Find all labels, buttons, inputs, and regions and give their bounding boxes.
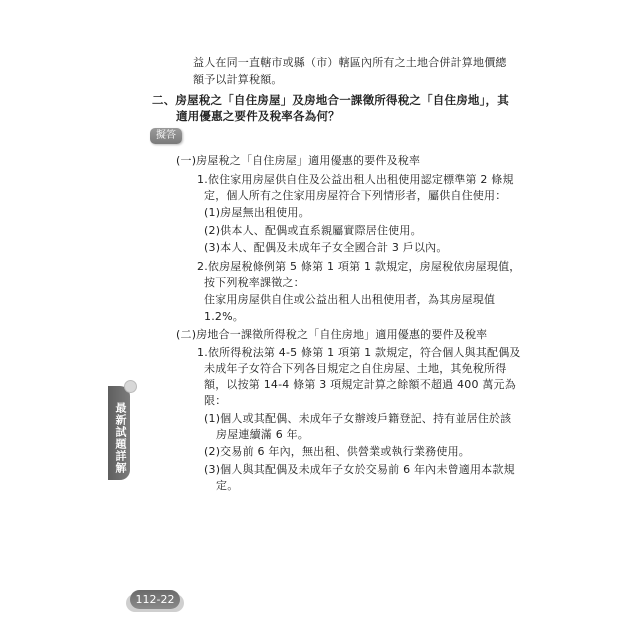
- paragraph: 2.依房屋稅條例第 5 條第 1 項第 1 款規定，房屋稅依房屋現值，: [197, 260, 521, 273]
- text-line: 益人在同一直轄市或縣（市）轄區內所有之土地合併計算地價總: [193, 56, 507, 69]
- list-item: (2)供本人、配偶或直系親屬實際居住使用。: [204, 224, 422, 237]
- paragraph: 1.依所得稅法第 4-5 條第 1 項第 1 款規定，符合個人與其配偶及: [197, 346, 521, 359]
- answer-badge: 擬答: [150, 128, 182, 144]
- list-item: (1)個人或其配偶、未成年子女辦竣戶籍登記、持有並居住於該: [204, 412, 512, 425]
- paragraph: 未成年子女符合下列各目規定之自住房屋、土地，其免稅所得: [204, 362, 507, 375]
- paragraph: 限：: [204, 394, 227, 407]
- paragraph: 1.2%。: [204, 310, 244, 323]
- question-title: 二、房屋稅之「自住房屋」及房地合一課徵所得稅之「自住房地」，其: [152, 93, 509, 107]
- paragraph: 定，個人所有之住家用房屋符合下列情形者，屬供自住使用：: [204, 189, 507, 202]
- question-title-cont: 適用優惠之要件及稅率各為何？: [176, 109, 340, 123]
- list-item: (3)本人、配偶及未成年子女全國合計 3 戶以內。: [204, 241, 448, 254]
- section-heading-2: (二)房地合一課徵所得稅之「自住房地」適用優惠的要件及稅率: [176, 328, 488, 341]
- list-item: (2)交易前 6 年內，無出租、供營業或執行業務使用。: [204, 445, 470, 458]
- side-tab-dot: [124, 380, 137, 393]
- section-heading-1: (一)房屋稅之「自住房屋」適用優惠的要件及稅率: [176, 154, 421, 167]
- paragraph: 額，以按第 14-4 條第 3 項規定計算之餘額不超過 400 萬元為: [204, 378, 516, 391]
- list-item: 定。: [216, 479, 239, 492]
- paragraph: 1.依住家用房屋供自住及公益出租人出租使用認定標準第 2 條規: [197, 173, 514, 186]
- page-number: 112-22: [130, 590, 180, 609]
- paragraph: 住家用房屋供自住或公益出租人出租使用者，為其房屋現值: [204, 293, 496, 306]
- paragraph: 按下列稅率課徵之：: [204, 276, 305, 289]
- list-item: (1)房屋無出租使用。: [204, 206, 310, 219]
- list-item: (3)個人與其配偶及未成年子女於交易前 6 年內未曾適用本款規: [204, 463, 515, 476]
- list-item: 房屋連續滿 6 年。: [216, 428, 309, 441]
- side-tab-label: 最新試題詳解: [114, 402, 127, 474]
- text-line: 額予以計算稅額。: [193, 73, 283, 86]
